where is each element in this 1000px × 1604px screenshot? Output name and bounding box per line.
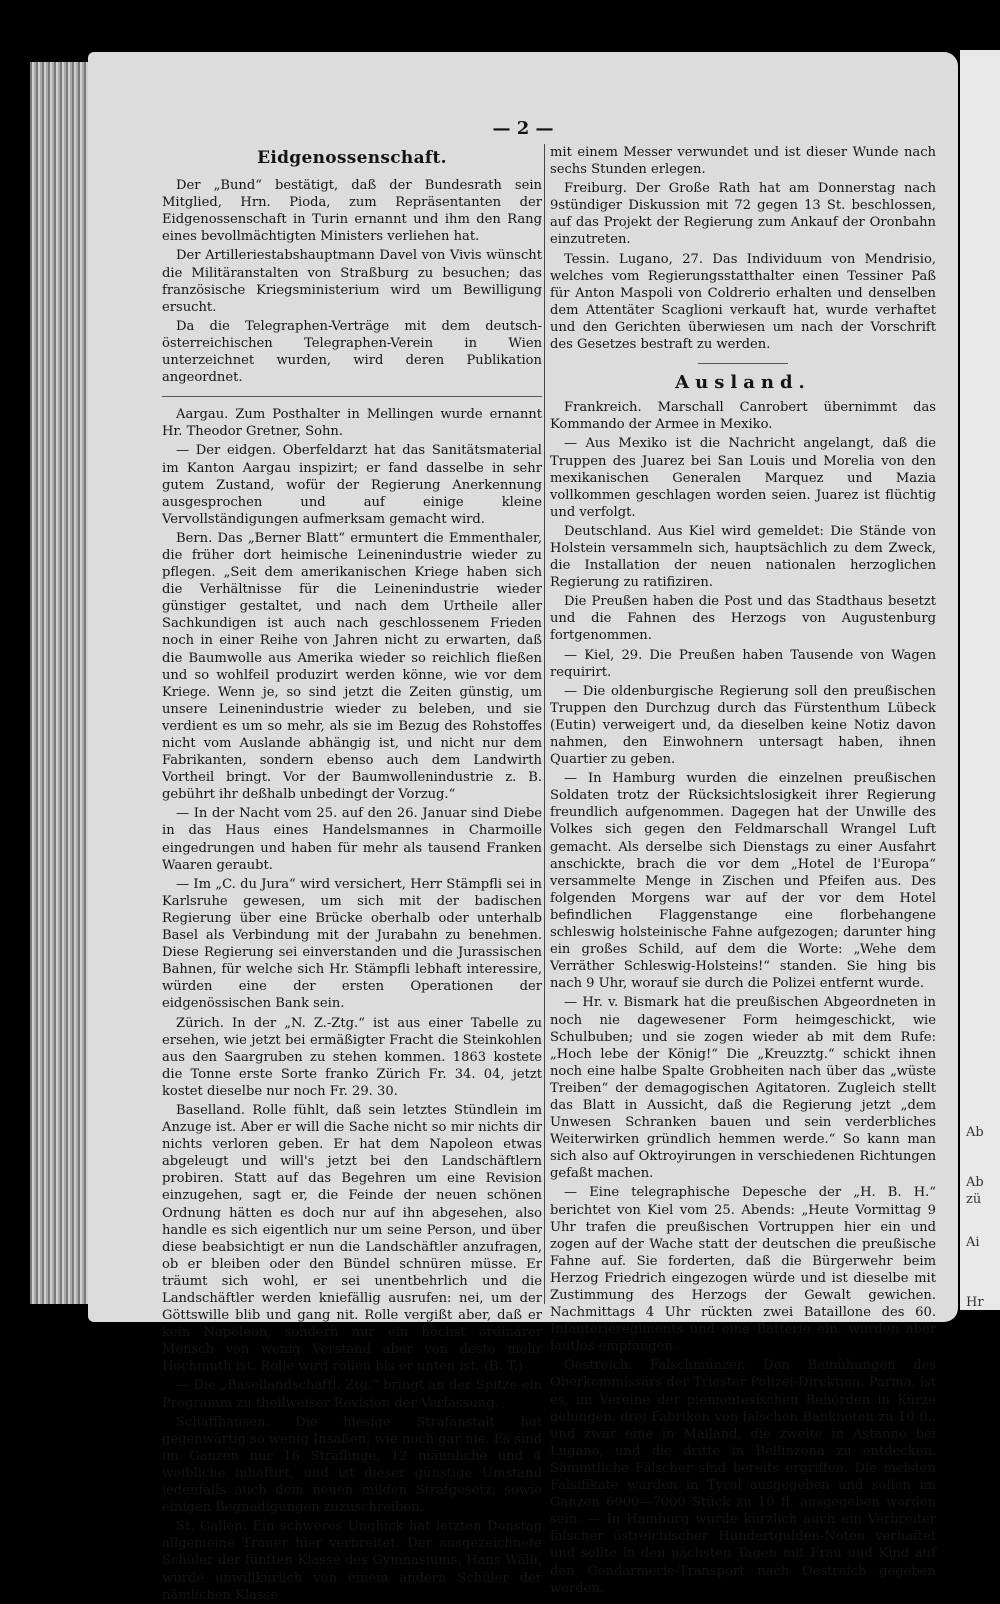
article-paragraph: Da die Telegraphen-Verträge mit dem deutsch-österreichischen Telegraphen-Verein in Wien unterzeichnet wurden, wird deren Publikation angeordnet.: [162, 318, 542, 386]
column-divider: [544, 144, 545, 1304]
edge-fragment: Ab: [966, 1125, 984, 1140]
adjacent-page-strip: [960, 50, 1000, 1310]
article-paragraph: — Aus Mexiko ist die Nachricht angelangt, daß die Truppen des Juarez bei San Louis und Morelia von den mexikanischen Generalen Marquez und Mazia vollkommen geschlagen worden seien. Juarez ist flüchtig und verfolgt.: [550, 436, 936, 520]
article-paragraph: Zürich. In der „N. Z.-Ztg.“ ist aus einer Tabelle zu ersehen, wie jetzt bei ermäßigter Fracht die Steinkohlen aus den Saargruben zu stehen kommen. 1863 kostete die Tonne erste Sorte franko Zürich Fr. 34. 04, jetzt kostet dieselbe nur noch Fr. 29. 30.: [162, 1015, 542, 1099]
edge-fragment: Ai: [966, 1235, 980, 1250]
article-paragraph: Der Artilleriestabshauptmann Davel von Vivis wünscht die Militäranstalten von Straßburg zu besuchen; das französische Kriegsministerium wird um Bewilligung ersucht.: [162, 248, 542, 315]
right-column: [550, 144, 936, 1596]
section-heading-ausland: Ausland.: [675, 372, 811, 394]
article-paragraph: — In der Nacht vom 25. auf den 26. Januar sind Diebe in das Haus eines Handelsmannes in Charmoille eingedrungen und haben für mehr als tausend Franken Waaren geraubt.: [162, 806, 542, 873]
section-divider: [698, 363, 788, 364]
section-divider: [162, 396, 542, 397]
article-paragraph: Die Preußen haben die Post und das Stadthaus besetzt und die Fahnen des Herzogs von Augustenburg fortgenommen.: [550, 594, 936, 644]
article-paragraph: St. Gallen. Ein schweres Unglück hat letzten Donstag allgemeine Trauer hier verbreitet. Der ausgezeichnete Schüler der fünften Klasse des Gymnasiums, Hans Wälli, wurde unwillkürlich von einem andern Schüler der nämlichen Klasse: [162, 1519, 542, 1603]
left-column: [162, 144, 542, 1603]
book-page-edges: [30, 62, 92, 1304]
article-paragraph: Deutschland. Aus Kiel wird gemeldet: Die Stände von Holstein versammeln sich, hauptsächlich zu dem Zweck, die Installation der neuen nationalen herzoglichen Regierung zu ratifiziren.: [550, 523, 936, 591]
edge-fragment: zü: [966, 1192, 982, 1207]
page-number: — 2 —: [492, 118, 554, 139]
article-paragraph: Oestreich. Falschmünzer. Den Bemühungen des Oberkommissärs der Triester Polizei-Direktion, Parma, ist es, im Vereine der piemontesischen Behörden in Kürze gelungen, drei Fabriken von falschen Banknoten zu 10 fl., und zwar eine in Mailand, die zweite in Astanno bei Lugano, und die dritte in Bellinzona zu entdecken. Sämmtliche Fälscher sind bereits ergriffen. Die meisten Falsifikate wurden in Tyrol ausgegeben und sollen im Ganzen 6000—7000 Stück zu 10 fl. ausgegeben worden sein. — In Hamburg wurde kürzlich auch ein Verbreiter falscher östreichischer Hundertgulden-Noten verhaftet und sollte in den nächsten Tagen mit Frau und Kind auf den Gendarmerie-Transport nach Oestreich gegeben werden.: [550, 1358, 936, 1596]
edge-fragment: Hr: [966, 1295, 984, 1310]
article-paragraph: Schaffhausen. Die hiesige Strafanstalt hat gegenwärtig so wenig Insaßen, wie noch gar nie. Es sind im Ganzen nur 16 Sträflinge, 12 männliche und 4 weibliche inhaftirt, und ist dieser günstige Umstand jedenfalls auch dem neuen milden Strafgesetz, sowie einigen Begnadigungen zuzuschreiben.: [162, 1414, 542, 1516]
article-paragraph: — Im „C. du Jura“ wird versichert, Herr Stämpfli sei in Karlsruhe gewesen, um sich mit der badischen Regierung über eine Brücke oberhalb oder unterhalb Basel als Verbindung mit der Jurabahn zu benehmen. Diese Regierung sei einverstanden und die Jurassischen Bahnen, für welche sich Hr. Stämpfli lebhaft interessire, würden eine der ersten Operationen der eidgenössischen Bank sein.: [162, 876, 542, 1012]
article-paragraph: Baselland. Rolle fühlt, daß sein letztes Stündlein im Anzuge ist. Aber er will die Sache nicht so mir nichts dir nichts verloren geben. Er hat dem Napoleon etwas abgeleugt und will's jetzt bei den Landschäftlern probiren. Statt auf das Begehren um eine Revision einzugehen, sagt er, die Feinde der neuen schönen Ordnung hätten es doch nur auf ihn abgesehen, also handle es sich eigentlich nur um seine Person, und über diese beabsichtigt er nun die Landschäftler anzufragen, ob er bleiben oder den Bündel schnüren müsse. Er träumt sich wohl, er sei unentbehrlich und die Landschäftler werden kniefällig ausrufen: nei, um der Göttswille blib und gang nit. Rolle vergißt aber, daß er kein Napoleon, sondern nur ein höchst ordinärer Mensch von wenig Verstand aber von desto mehr Hochmuth ist. Rolle wird rollen bis er unten ist. (B. T.): [162, 1102, 542, 1375]
article-paragraph: — Eine telegraphische Depesche der „H. B. H.“ berichtet von Kiel vom 25. Abends: „Heute Vormittag 9 Uhr trafen die preußischen Vortruppen hier ein und zogen auf der Wache statt der deutschen die preußische Fahne auf. Sie forderten, daß die Bürgerwehr beim Herzog Friedrich eingezogen würde und ist dieselbe mit Zustimmung des Herzogs der Gewalt gewichen. Nachmittags 4 Uhr rückten zwei Bataillone des 60. Infanterieregiments und eine Batterie ein, wurden aber lautlos empfangen.: [550, 1185, 936, 1355]
article-paragraph: Tessin. Lugano, 27. Das Individuum von Mendrisio, welches vom Regierungsstatthalter einen Tessiner Paß für Anton Maspoli von Coldrerio erhalten und denselben dem Attentäter Scaglioni verkauft hat, wurde verhaftet und den Gerichten überwiesen um nach der Vorschrift des Gesetzes bestraft zu werden.: [550, 251, 936, 353]
section-heading-eidgenossenschaft: Eidgenossenschaft.: [257, 148, 447, 168]
article-paragraph: Frankreich. Marschall Canrobert übernimmt das Kommando der Armee in Mexiko.: [550, 400, 936, 433]
article-paragraph: mit einem Messer verwundet und ist dieser Wunde nach sechs Stunden erlegen.: [550, 145, 936, 178]
article-paragraph: Bern. Das „Berner Blatt“ ermuntert die Emmenthaler, die früher dort heimische Leinenindustrie wieder zu pflegen. „Seit dem amerikanischen Kriege haben sich die Verhältnisse für die Leinenindustrie wieder günstiger gestaltet, und nach dem Urtheile aller Sachkundigen ist auch nach geschlossenem Frieden noch in einer Reihe von Jahren nicht zu erwarten, daß die Baumwolle aus Amerika wieder so reichlich fließen und so wohlfeil produzirt werden könne, wie vor dem Kriege. Wenn je, so sind jetzt die Zeiten günstig, um unsere Leinenindustrie wieder zu beleben, und sie verdient es um so mehr, als sie im Bezug des Rohstoffes nicht vom Auslande abhängig ist, und nicht nur dem Fabrikanten, sondern ebenso auch dem Landwirth Vortheil bringt. Vor der Baumwollenindustrie z. B. gebührt ihr deßhalb unbedingt der Vorzug.“: [162, 530, 542, 803]
newspaper-page: [88, 52, 958, 1603]
article-paragraph: Aargau. Zum Posthalter in Mellingen wurde ernannt Hr. Theodor Gretner, Sohn.: [162, 407, 542, 440]
article-paragraph: — In Hamburg wurden die einzelnen preußischen Soldaten trotz der Rücksichtslosigkeit ihrer Regierung freundlich aufgenommen. Dagegen hat der Unwille des Volkes sich gegen den Feldmarschall Wrangel Luft gemacht. Als derselbe sich Dienstags zu einer Ausfahrt anschickte, brach die vor dem „Hotel de l'Europa“ versammelte Menge in Zischen und Pfeifen aus. Des folgenden Morgens war auf der vor dem Hotel befindlichen Flaggenstange eine florbehangene schleswig holsteinische Fahne aufgezogen; darunter hing ein großes Schild, auf dem die Worte: „Wehe dem Verräther Schleswig-Holsteins!“ standen. Sie hing bis nach 9 Uhr, worauf sie durch die Polizei entfernt wurde.: [550, 771, 936, 992]
article-paragraph: — Die oldenburgische Regierung soll den preußischen Truppen den Durchzug durch das Fürstenthum Lübeck (Eutin) verweigert und, da dieselben keine Notiz davon nahmen, den Einwohnern untersagt haben, ihnen Quartier zu geben.: [550, 683, 936, 768]
article-paragraph: — Die „Basellandschaftl. Ztg.“ bringt an der Spitze ein Programm zu theilweiser Revision der Verfassung.: [162, 1378, 542, 1411]
article-paragraph: — Kiel, 29. Die Preußen haben Tausende von Wagen requirirt.: [550, 647, 936, 680]
article-paragraph: — Der eidgen. Oberfeldarzt hat das Sanitätsmaterial im Kanton Aargau inspizirt; er fand dasselbe in sehr gutem Zustand, wofür der Regierung Anerkennung ausgesprochen und auf einige kleine Vervollständigungen aufmerksam gemacht wird.: [162, 443, 542, 527]
article-paragraph: Der „Bund“ bestätigt, daß der Bundesrath sein Mitglied, Hrn. Pioda, zum Repräsentanten der Eidgenossenschaft in Turin ernannt und ihm den Rang eines bevollmächtigten Ministers verliehen hat.: [162, 178, 542, 245]
edge-fragment: Ab: [966, 1175, 984, 1190]
article-paragraph: — Hr. v. Bismark hat die preußischen Abgeordneten in noch nie dagewesener Form heimgeschickt, wie Schulbuben; und sie zogen wieder ab mit dem Rufe: „Hoch lebe der König!“ Die „Kreuzztg.“ schickt ihnen noch eine halbe Spalte Grobheiten nach über das „wüste Treiben“ der demagogischen Agitatoren. Zugleich stellt das Blatt in Aussicht, daß die Regierung jetzt „dem Unwesen Schranken bauen und sein verderbliches Weiterwirken gründlich hemmen werde.“ So kann man sich also auf Oktroyirungen in verschiedenen Richtungen gefaßt machen.: [550, 995, 936, 1182]
article-paragraph: Freiburg. Der Große Rath hat am Donnerstag nach 9stündiger Diskussion mit 72 gegen 13 St. beschlossen, auf das Projekt der Regierung zum Ankauf der Oronbahn einzutreten.: [550, 181, 936, 248]
